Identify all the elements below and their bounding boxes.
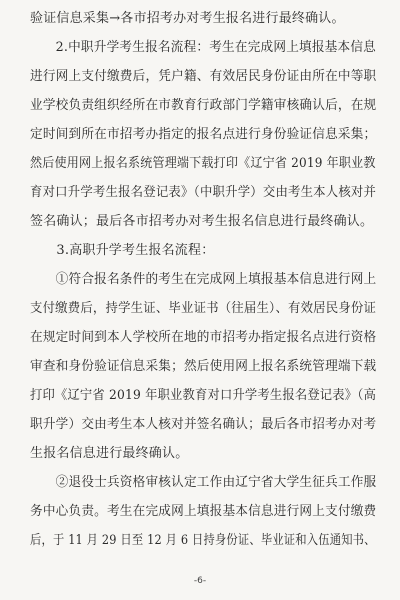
text-line: ①符合报名条件的考生在完成网上填报基本信息进行网上 xyxy=(30,272,377,287)
text-line: 在规定时间到本人学校所在地的市招考办指定报名点进行资格 xyxy=(30,330,377,345)
text-line: 育对口升学考生报名登记表》（中职升学）交由考生本人核对并 xyxy=(30,185,377,200)
text-line: 支付缴费后，持学生证、毕业证书（往届生）、有效居民身份证 xyxy=(30,301,377,316)
text-line: 2.中职升学考生报名流程：考生在完成网上填报基本信息 xyxy=(30,40,377,55)
text-line: 进行网上支付缴费后，凭户籍、有效居民身份证由所在中等职 xyxy=(30,69,377,84)
text-line: 生报名信息进行最终确认。 xyxy=(30,446,189,461)
text-line: 业学校负责组织经所在市教育行政部门学籍审核确认后，在规 xyxy=(30,98,377,113)
text-line: 定时间到所在市招考办指定的报名点进行身份验证信息采集； xyxy=(30,127,377,142)
text-line: ②退役士兵资格审核认定工作由辽宁省大学生征兵工作服 xyxy=(30,475,377,490)
page-number: -6- xyxy=(193,576,207,586)
text-line: 3.高职升学考生报名流程： xyxy=(30,243,215,258)
text-line: 然后使用网上报名系统管理端下载打印《辽宁省 2019 年职业教 xyxy=(30,156,376,171)
text-line: 职升学）交由考生本人核对并签名确认；最后各市招考办对考 xyxy=(30,417,377,432)
text-line: 务中心负责。考生在完成网上填报基本信息进行网上支付缴费 xyxy=(30,504,377,519)
document-body xyxy=(30,4,376,555)
text-line: 后，于 11 月 29 日至 12 月 6 日持身份证、毕业证和入伍通知书、 xyxy=(30,533,376,548)
text-line: 打印《辽宁省 2019 年职业教育对口升学考生报名登记表》（高 xyxy=(30,388,377,403)
text-line: 审查和身份验证信息采集；然后使用网上报名系统管理端下载 xyxy=(30,359,377,374)
text-line: 验证信息采集→各市招考办对考生报名进行最终确认。 xyxy=(30,11,345,26)
text-line: 签名确认；最后各市招考办对考生报名信息进行最终确认。 xyxy=(30,214,374,229)
